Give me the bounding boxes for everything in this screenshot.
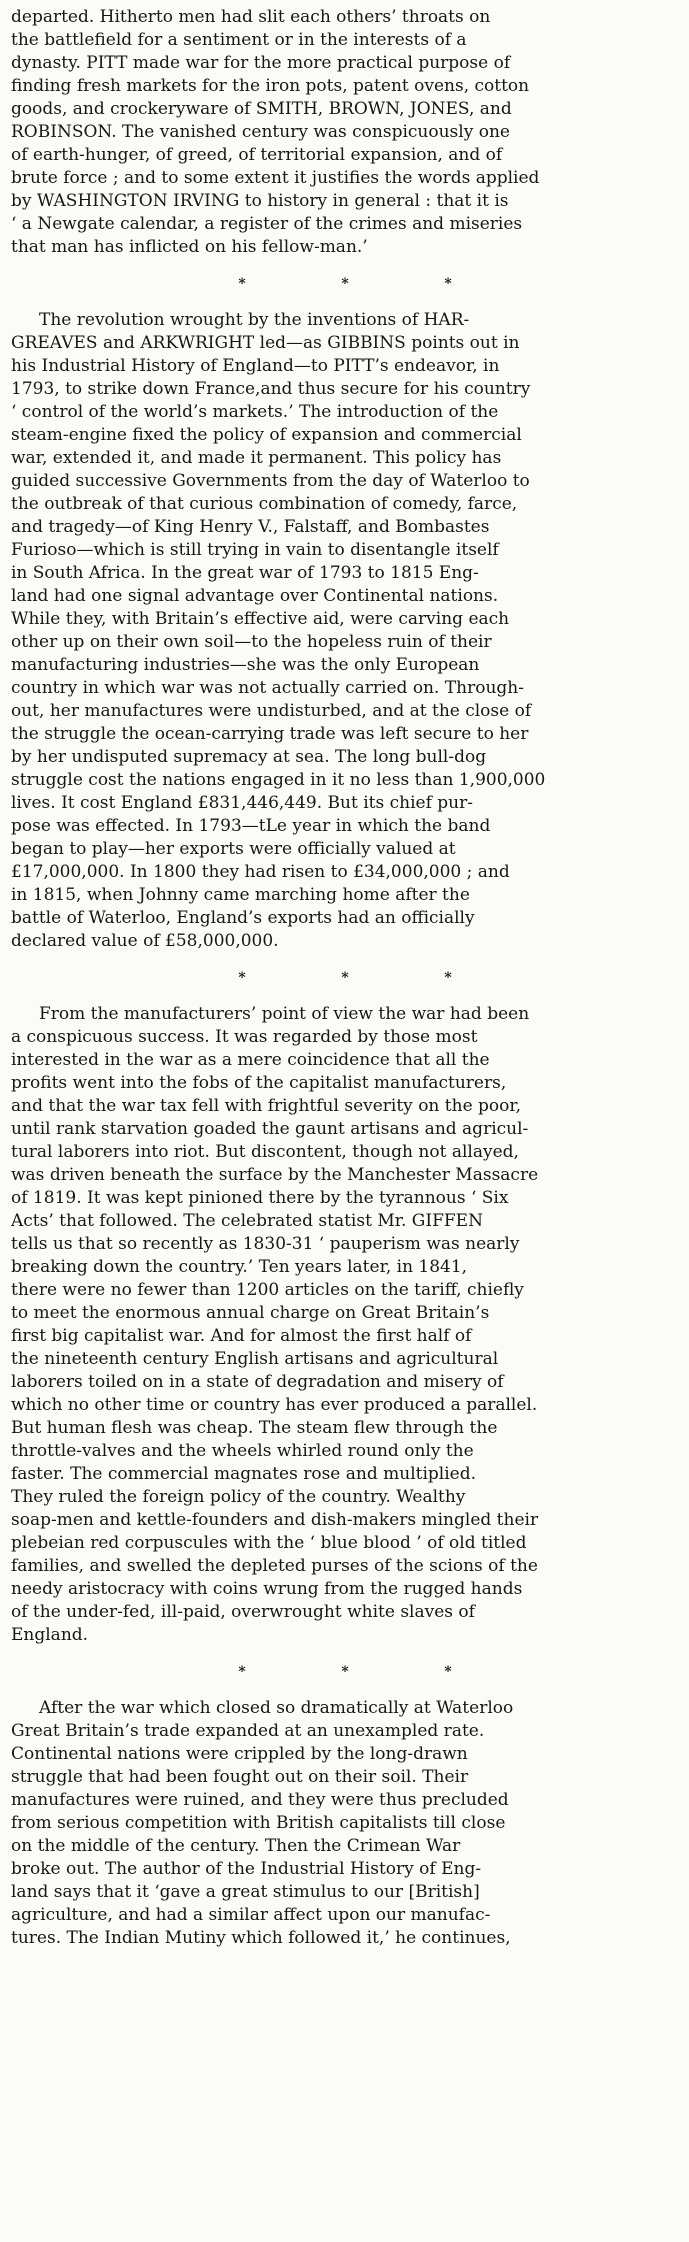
text-line: brute force ; and to some extent it justifies the words applied (11, 168, 540, 188)
text-line: Continental nations were crippled by the long-drawn (11, 1744, 468, 1764)
separator-star: * (444, 276, 452, 292)
text-line: Great Britain’s trade expanded at an unexampled rate. (11, 1721, 485, 1741)
text-line: of the under-fed, ill-paid, overwrought white slaves of (11, 1602, 475, 1622)
separator-star: * (238, 970, 246, 986)
text-line: battle of Waterloo, England’s exports had an officially (11, 908, 475, 928)
text-line: ROBINSON. The vanished century was conspicuously one (11, 122, 510, 142)
text-line: guided successive Governments from the day of Waterloo to (11, 471, 530, 491)
text-line: They ruled the foreign policy of the country. Wealthy (11, 1487, 466, 1507)
separator-star: * (341, 1664, 349, 1680)
text-line: to meet the enormous annual charge on Great Britain’s (11, 1303, 490, 1323)
section-separator (11, 953, 679, 1003)
text-line: first big capitalist war. And for almost the first half of (11, 1326, 472, 1346)
text-line: which no other time or country has ever produced a parallel. (11, 1395, 538, 1415)
text-line: by WASHINGTON IRVING to history in general : that it is (11, 191, 509, 211)
text-line: there were no fewer than 1200 articles on the tariff, chiefly (11, 1280, 524, 1300)
text-line: needy aristocracy with coins wrung from the rugged hands (11, 1579, 523, 1599)
text-line: began to play—her exports were officially valued at (11, 839, 456, 859)
separator-star: * (238, 1664, 246, 1680)
text-line: England. (11, 1625, 89, 1645)
text-line: the outbreak of that curious combination of comedy, farce, (11, 494, 518, 514)
text-line: of earth-hunger, of greed, of territorial expansion, and of (11, 145, 503, 165)
text-line: finding fresh markets for the iron pots, patent ovens, cotton (11, 76, 530, 96)
text-line: ‘ control of the world’s markets.’ The introduction of the (11, 402, 499, 422)
section-separator (11, 259, 679, 309)
text-line: declared value of £58,000,000. (11, 931, 279, 951)
text-line: £17,000,000. In 1800 they had risen to £34,000,000 ; and (11, 862, 510, 882)
text-line: the nineteenth century English artisans and agricultural (11, 1349, 499, 1369)
text-line: After the war which closed so dramatically at Waterloo (39, 1698, 514, 1718)
text-line: throttle-valves and the wheels whirled round only the (11, 1441, 474, 1461)
text-line: a conspicuous success. It was regarded by those most (11, 1027, 478, 1047)
paragraph-2 (11, 309, 679, 953)
text-line: that man has inflicted on his fellow-man.’ (11, 237, 368, 257)
separator-star: * (444, 970, 452, 986)
text-line: Acts’ that followed. The celebrated statist Mr. GIFFEN (11, 1211, 483, 1231)
text-line: families, and swelled the depleted purses of the scions of the (11, 1556, 538, 1576)
text-line: interested in the war as a mere coincidence that all the (11, 1050, 490, 1070)
text-line: manufacturing industries—she was the only European (11, 655, 480, 675)
text-line: But human flesh was cheap. The steam flew through the (11, 1418, 498, 1438)
text-line: tures. The Indian Mutiny which followed it,’ he continues, (11, 1928, 511, 1948)
text-line: was driven beneath the surface by the Manchester Massacre (11, 1165, 539, 1185)
separator-star: * (341, 276, 349, 292)
separator-star: * (444, 1664, 452, 1680)
text-line: until rank starvation goaded the gaunt artisans and agricul- (11, 1119, 529, 1139)
text-line: in 1815, when Johnny came marching home after the (11, 885, 470, 905)
text-line: tells us that so recently as 1830-31 ‘ pauperism was nearly (11, 1234, 520, 1254)
text-line: dynasty. PITT made war for the more practical purpose of (11, 53, 511, 73)
paragraph-3 (11, 1003, 679, 1647)
paragraph-1 (11, 6, 679, 259)
text-line: goods, and crockeryware of SMITH, BROWN, JONES, and (11, 99, 512, 119)
text-line: profits went into the fobs of the capitalist manufacturers, (11, 1073, 507, 1093)
text-line: out, her manufactures were undisturbed, and at the close of (11, 701, 532, 721)
text-line: GREAVES and ARKWRIGHT led—as GIBBINS points out in (11, 333, 520, 353)
text-line: agriculture, and had a similar affect upon our manufac- (11, 1905, 491, 1925)
separator-star: * (238, 276, 246, 292)
text-line: on the middle of the century. Then the Crimean War (11, 1836, 461, 1856)
text-line: struggle that had been fought out on their soil. Their (11, 1767, 469, 1787)
text-line: ‘ a Newgate calendar, a register of the crimes and miseries (11, 214, 523, 234)
text-line: faster. The commercial magnates rose and multiplied. (11, 1464, 477, 1484)
text-line: struggle cost the nations engaged in it no less than 1,900,000 (11, 770, 546, 790)
text-line: breaking down the country.’ Ten years later, in 1841, (11, 1257, 468, 1277)
text-line: and that the war tax fell with frightful severity on the poor, (11, 1096, 522, 1116)
text-line: war, extended it, and made it permanent. This policy has (11, 448, 502, 468)
text-line: 1793, to strike down France,and thus secure for his country (11, 379, 531, 399)
text-line: broke out. The author of the Industrial History of Eng- (11, 1859, 482, 1879)
text-line: from serious competition with British capitalists till close (11, 1813, 506, 1833)
text-line: From the manufacturers’ point of view the war had been (39, 1004, 530, 1024)
text-line: laborers toiled on in a state of degradation and misery of (11, 1372, 504, 1392)
text-line: the struggle the ocean-carrying trade was left secure to her (11, 724, 529, 744)
text-line: land says that it ‘gave a great stimulus to our [British] (11, 1882, 480, 1902)
text-line: and tragedy—of King Henry V., Falstaff, and Bombastes (11, 517, 490, 537)
text-line: soap-men and kettle-founders and dish-makers mingled their (11, 1510, 539, 1530)
text-line: other up on their own soil—to the hopeless ruin of their (11, 632, 492, 652)
text-line: his Industrial History of England—to PITT’s endeavor, in (11, 356, 500, 376)
section-separator (11, 1647, 679, 1697)
paragraph-4 (11, 1697, 679, 1950)
text-line: pose was effected. In 1793—tLe year in which the band (11, 816, 491, 836)
text-line: plebeian red corpuscules with the ‘ blue blood ’ of old titled (11, 1533, 527, 1553)
text-line: country in which war was not actually carried on. Through- (11, 678, 524, 698)
text-line: steam-engine fixed the policy of expansion and commercial (11, 425, 522, 445)
text-line: of 1819. It was kept pinioned there by the tyrannous ‘ Six (11, 1188, 509, 1208)
text-line: While they, with Britain’s effective aid, were carving each (11, 609, 510, 629)
text-line: land had one signal advantage over Continental nations. (11, 586, 499, 606)
text-line: the battlefield for a sentiment or in the interests of a (11, 30, 467, 50)
text-line: Furioso—which is still trying in vain to disentangle itself (11, 540, 499, 560)
text-line: tural laborers into riot. But discontent, though not allayed, (11, 1142, 519, 1162)
text-line: in South Africa. In the great war of 1793 to 1815 Eng- (11, 563, 479, 583)
text-line: departed. Hitherto men had slit each others’ throats on (11, 7, 491, 27)
separator-star: * (341, 970, 349, 986)
text-line: manufactures were ruined, and they were thus precluded (11, 1790, 509, 1810)
text-line: by her undisputed supremacy at sea. The long bull-dog (11, 747, 487, 767)
text-line: lives. It cost England £831,446,449. But its chief pur- (11, 793, 473, 813)
text-line: The revolution wrought by the inventions of HAR- (39, 310, 470, 330)
